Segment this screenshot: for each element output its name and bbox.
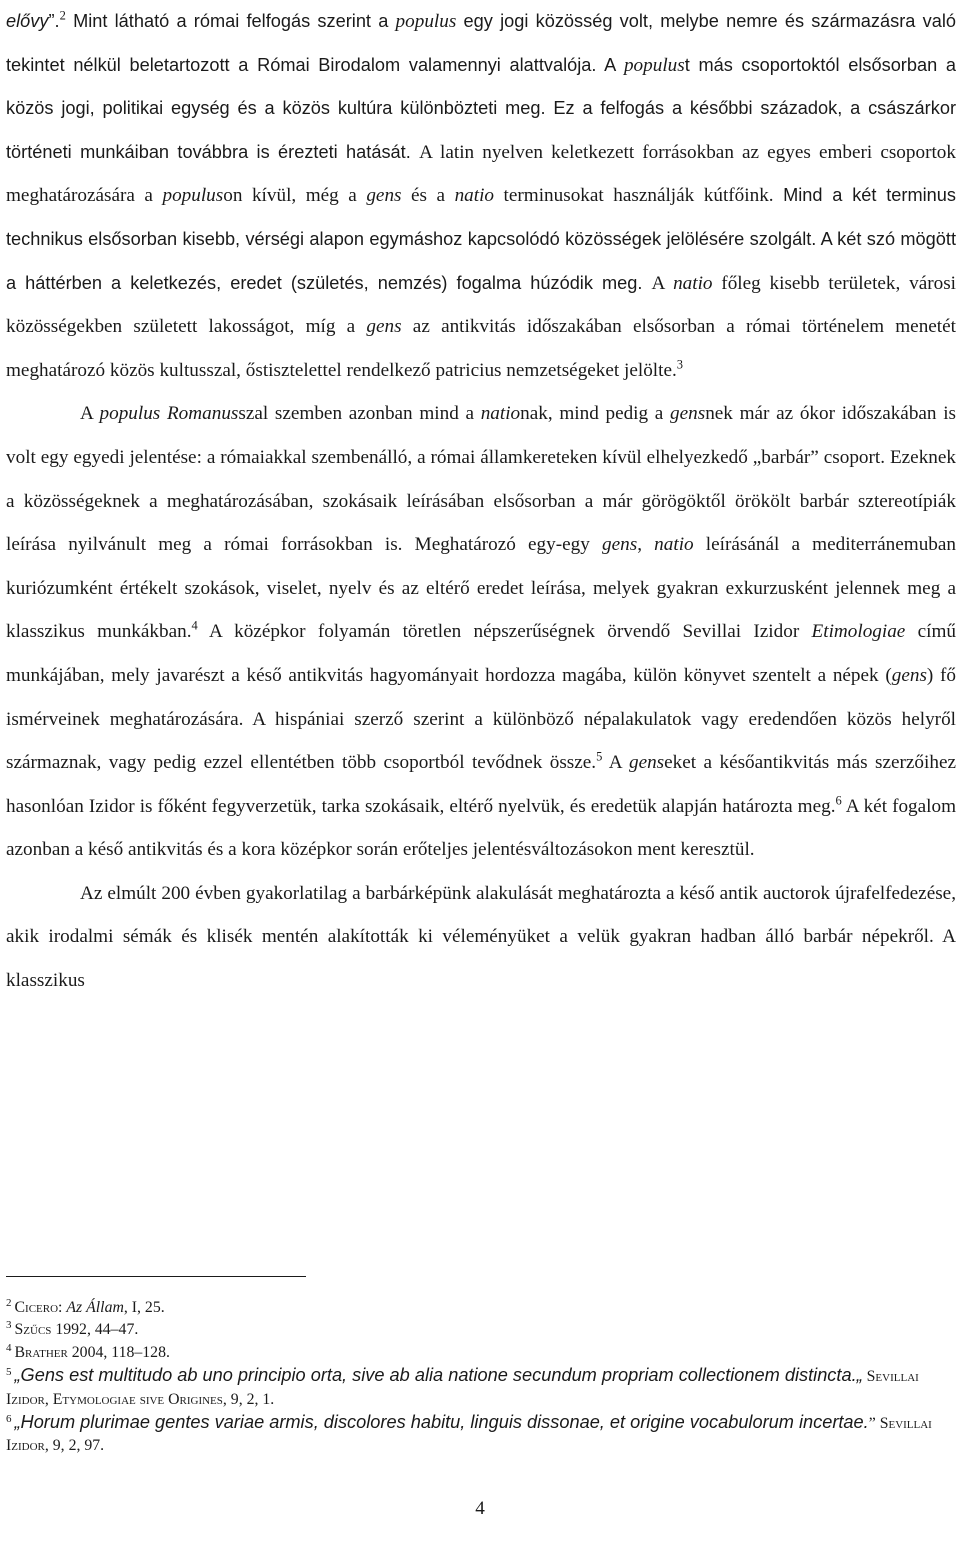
footnote-number: 2 [6,1296,12,1309]
text-run: terminusokat használják kútfőink. [494,185,784,207]
text-run: , [44,1390,53,1408]
footnote [6,1342,956,1364]
text-run: Az Állam [66,1299,124,1316]
text-run: Cicero [14,1299,59,1316]
text-run: Szűcs [14,1321,52,1339]
text-run: szal szemben azonban mind a [238,403,481,425]
text-run: nak, mind pedig a [520,403,671,425]
footnote-number: 3 [6,1319,12,1332]
footnote [6,1319,956,1341]
text-run: A középkor folyamán töretlen népszerűségnek örvendő Sevillai Izidor [197,621,812,643]
text-run: gens [366,316,402,338]
text-run: ”. [48,11,60,31]
footnote [6,1364,956,1411]
text-run: , I, 25. [123,1299,165,1316]
text-run: nek már az ókor időszakában is volt egy egyedi jelentése: a rómaiakkal szembenálló, a római államkereteken kívül elhelyezkedő „barbár” csoport. Ezeknek a közösségeknek a meghatározásában, szokásaik leírásában elsősorban a már görögöktől örökölt barbár sztereotípiák leírása nyilvánult meg a római forrásokban is. Meghatározó egy-egy [6,403,957,556]
text-run: az antikvitás időszakában elsősorban a római történelem menetét meghatározó közös kultusszal, őstisztelettel rendelkező patricius nemzetségeket jelölte. [6,316,956,381]
text-run: natio [480,403,521,425]
text-run: , 9, 2, 1. [222,1390,275,1408]
text-run: A [602,752,629,774]
text-run: című munkájában, mely javarészt a késő antikvitás hagyományait hordozza magába, külön könyvet szentelt a népek ( [6,621,957,686]
footnote-ref: 4 [191,618,198,633]
footnote-ref: 3 [676,357,684,372]
text-run: „Gens est multitudo ab uno principio orta, sive ab alia natione secundum propriam collectionem distincta.„ [14,1365,863,1386]
footnotes [6,1297,956,1458]
text-run: gens [602,534,638,556]
footnote-ref: 6 [835,793,842,808]
text-run: Sevillai Izidor [6,1415,932,1455]
body-text [6,0,956,1003]
footnote-ref: 5 [596,749,603,764]
footnote [6,1411,956,1458]
text-run: natio [673,272,713,294]
text-run: Etimologiae [811,621,906,643]
paragraph [6,392,956,872]
text-run: ) fő ismérveinek meghatározására. A hispániai szerző szerint a különböző népalakulatok vagy eredendően közös helyről származnak, vagy pedig ezzel ellentétben több csoportból tevődnek össze. [6,664,957,774]
text-run: „Horum plurimae gentes variae armis, discolores habitu, linguis dissonae, et origine vocabulorum incertae. [14,1412,869,1433]
text-run: A latin nyelven keletkezett forrásokban az egyes emberi csoportok meghatározására a [6,141,956,207]
text-run: A [80,403,100,425]
text-run: populus Romanus [99,403,239,425]
text-run: egy jogi közösség volt, melybe nemre és származásra való tekintet nélkül beletartozott a Római Birodalom valamennyi alattvalója. A [6,11,956,75]
text-run: A két fogalom azonban a késő antikvitás és a kora középkor során erőteljes jelentésváltozásokon ment keresztül. [6,795,957,861]
text-run: natio [454,185,495,207]
text-run: Sevillai Izidor [6,1368,919,1408]
text-run: leírásánál a mediterránemuban kuriózumként értékelt szokások, viselet, nyelv és az eltérő eredet leírása, melyek gyakran exkurzusként jelennek meg a klasszikus munkákban. [6,534,957,643]
text-run: , [637,534,655,556]
text-run: gens [670,403,706,425]
text-run: natio [654,534,694,556]
text-run: Brather [14,1343,68,1361]
footnote-number: 4 [6,1341,12,1354]
text-run: főleg kisebb területek, városi közösségekben született lakosságot, míg a [6,272,956,338]
text-run: elővy [6,11,49,31]
footnote-number: 6 [6,1412,12,1425]
footnote [6,1297,956,1319]
text-run: on kívül, még a [223,185,367,207]
text-run: populus [162,185,224,207]
text-run: Etymologiae sive Origines [52,1390,223,1408]
text-run: populus [395,11,457,32]
text-run: Mint látható a római felfogás szerint a [65,11,396,31]
text-run: 1992, 44–47. [51,1321,139,1339]
text-run: : [58,1299,67,1316]
page-number: 4 [475,1498,485,1519]
text-run: Az elmúlt 200 évben gyakorlatilag a barbárképünk alakulását meghatározta a késő antik auctorok újrafelfedezése, akik irodalmi sémák és klisék mentén alakították ki véleményüket a velük gyakran hadban álló barbár népekről. A klasszikus [6,882,956,992]
footnote-number: 5 [6,1366,12,1379]
text-run: Mind a két terminus technikus elsősorban kisebb, vérségi alapon egymáshoz kapcsolódó közösségek jelölésére szolgált. A két szó mögött a háttérben a keletkezés, eredet (születés, nemzés) fogalma húzódik meg. [6,185,956,293]
text-run: eket a későantikvitás más szerzőihez hasonlóan Izidor is főként fegyverzetük, tarka szokásaik, eltérő nyelvük, és eredetük alapján határozta meg. [6,752,956,817]
text-run: populus [623,54,685,76]
text-run: 2004, 118–128. [67,1343,170,1361]
text-run: gens [891,664,927,686]
text-run: gens [628,752,665,774]
text-run: ” [868,1415,880,1433]
text-run: gens [366,185,402,207]
text-run: A [651,272,674,294]
footnote-ref: 2 [59,8,66,23]
paragraph [6,0,956,392]
text-run: , 9, 2, 97. [44,1437,105,1455]
paragraph [6,872,956,1003]
footnote-separator [6,1276,306,1277]
text-run: és a [401,185,455,207]
text-run: t más csoportoktól elsősorban a közös jogi, politikai egység és a közös kultúra különbözteti meg. Ez a felfogás a későbbi századok, a császárkor történeti munkáiban továbbra is érezteti hatását. [6,54,956,162]
